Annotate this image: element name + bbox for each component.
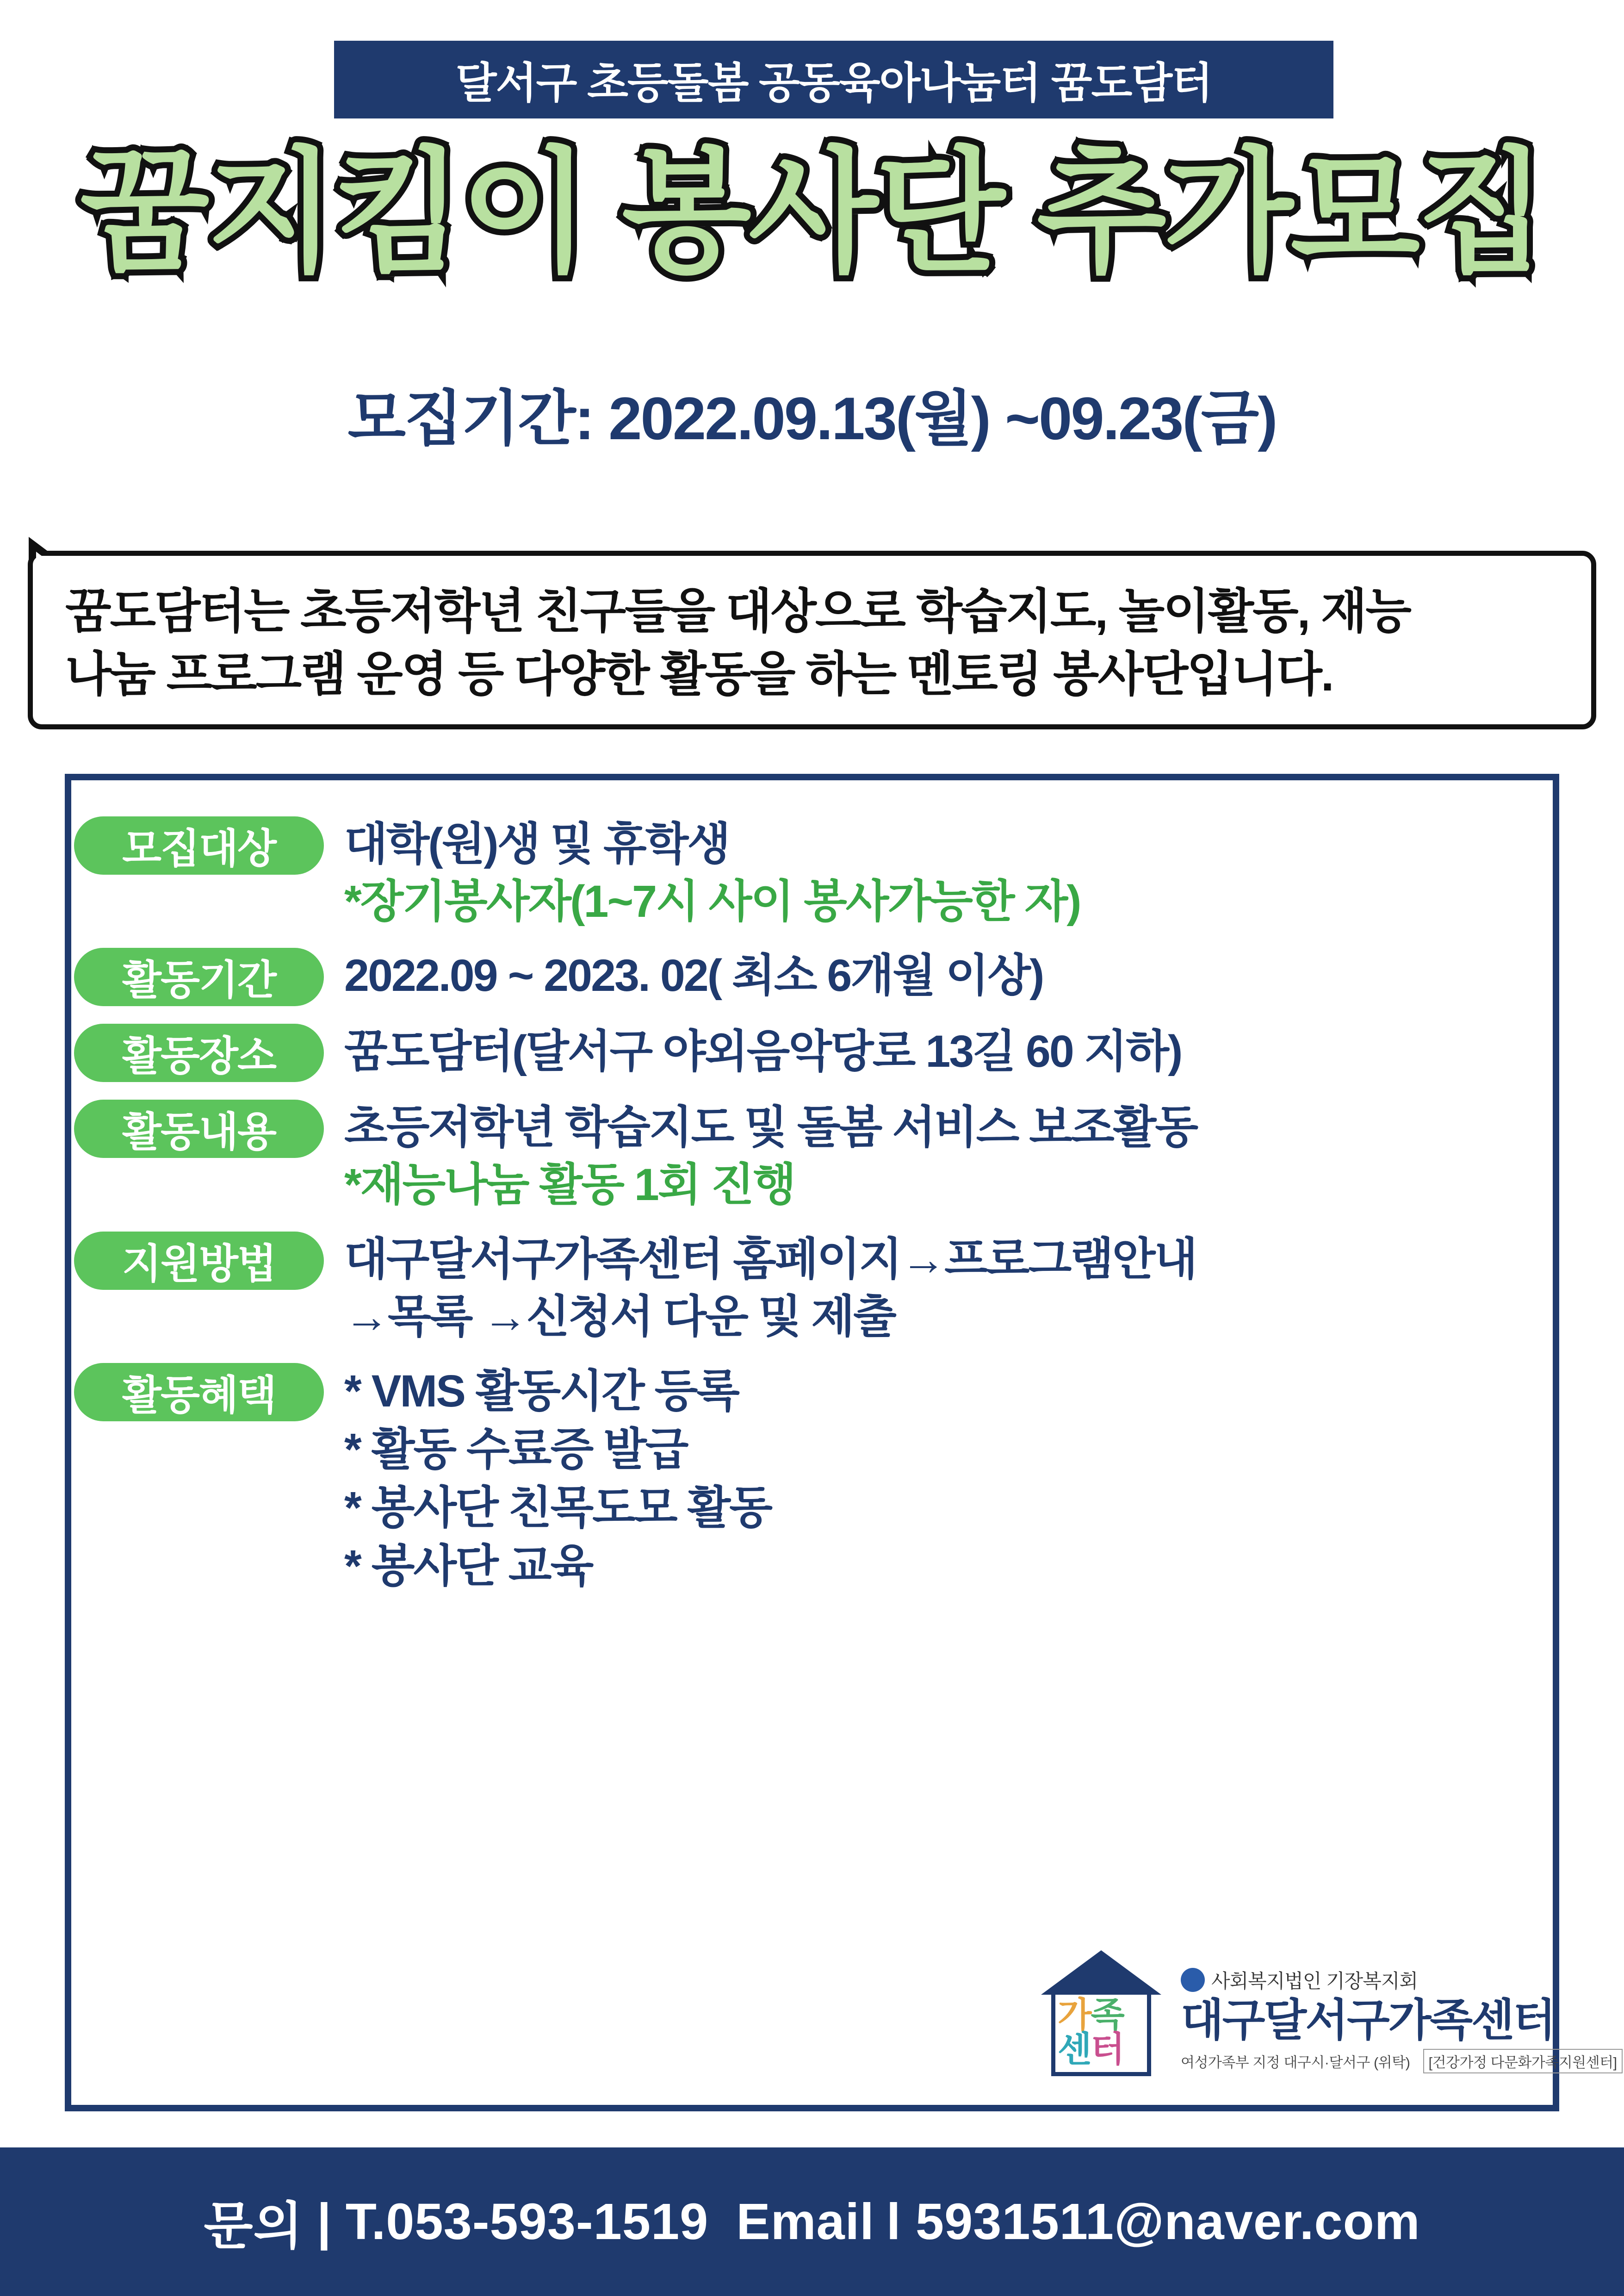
detail-content-period [344,946,1555,1004]
house-char-1: 가 [1058,1996,1091,2035]
detail-row-period [74,946,1555,1006]
detail-row-location [74,1022,1555,1082]
detail-row-benefits [74,1361,1555,1595]
house-icon-text [1058,1996,1146,2070]
main-title-container [0,139,1624,286]
detail-line-note: *재능나눔 활동 1회 진행 [344,1159,795,1210]
intro-speech-bubble [28,551,1596,729]
footer-email-label: Email [736,2193,874,2250]
foundation-name: 사회복지법인 기장복지회 [1211,1970,1418,1992]
label-pill-apply: 지원방법 [74,1232,324,1290]
label-pill-benefits: 활동혜택 [74,1363,324,1421]
family-center-house-icon [1032,1948,1171,2083]
organization-affiliation-row [1181,1966,1623,1994]
detail-line: 초등저학년 학습지도 및 돌봄 서비스 보조활동 [344,1102,1197,1153]
recruitment-period-container [0,370,1624,457]
foundation-mark-icon [1181,1968,1205,1992]
house-char-2: 족 [1091,1996,1124,2035]
detail-line: 꿈도담터(달서구 야외음악당로 13길 60 지하) [344,1026,1182,1077]
detail-row-apply [74,1230,1555,1345]
detail-content-benefits [344,1361,1555,1595]
house-char-3: 센 [1058,2030,1091,2070]
organization-text-block [1181,1958,1623,2073]
recruitment-period-text: 모집기간: 2022.09.13(월) ~09.23(금) [347,385,1277,452]
detail-row-activity [74,1098,1555,1213]
contact-footer [0,2147,1624,2296]
organization-logo-area [1032,1939,1617,2092]
detail-line: 대학(원)생 및 휴학생 [344,819,730,869]
house-roof-shape [1041,1950,1161,1995]
organization-center-type: [건강가정 다문화가족지원센터] [1423,2049,1623,2073]
footer-phone[interactable]: T.053-593-1519 [345,2193,709,2250]
benefit-item: * 봉사단 친목도모 활동 [344,1482,771,1533]
speech-bubble-tail-fill [36,552,80,585]
footer-email[interactable]: l 5931511@naver.com [886,2193,1420,2250]
organization-sponsors: 여성가족부 지정 대구시·달서구 (위탁) [1181,2054,1410,2071]
top-ribbon [334,41,1333,118]
label-pill-period: 활동기간 [74,948,324,1006]
detail-row-target [74,815,1555,930]
house-char-4: 터 [1091,2030,1124,2070]
detail-line-note: *장기봉사자(1~7시 사이 봉사가능한 자) [344,876,1080,927]
detail-content-apply [344,1230,1555,1345]
detail-line: 대구달서구가족센터 홈페이지→프로그램안내 [344,1233,1196,1284]
detail-line: 2022.09 ~ 2023. 02( 최소 6개월 이상) [344,950,1043,1001]
detail-content-location [344,1022,1555,1080]
benefit-item: * 봉사단 교육 [344,1541,593,1592]
intro-line-1: 꿈도담터는 초등저학년 친구들을 대상으로 학습지도, 놀이활동, 재능 [65,585,1410,638]
detail-line: →목록 →신청서 다운 및 제출 [344,1291,895,1342]
top-ribbon-text: 달서구 초등돌봄 공동육아나눔터 꿈도담터 [455,60,1212,107]
benefit-item: * VMS 활동시간 등록 [344,1365,739,1416]
label-pill-activity: 활동내용 [74,1100,324,1158]
details-rows [74,815,1555,1611]
detail-content-activity [344,1098,1555,1213]
organization-name: 대구달서구가족센터 [1181,1996,1555,2046]
detail-content-target [344,815,1555,930]
intro-line-2: 나눔 프로그램 운영 등 다양한 활동을 하는 멘토링 봉사단입니다. [65,647,1333,701]
label-pill-target: 모집대상 [74,816,324,875]
footer-separator: | [316,2193,332,2250]
page-title: 꿈지킴이 봉사단 추가모집 [80,137,1544,287]
benefit-item: * 활동 수료증 발급 [344,1424,688,1475]
organization-sub-row [1181,2049,1623,2073]
footer-inquiry-label: 문의 [204,2197,303,2255]
label-pill-location: 활동장소 [74,1024,324,1082]
